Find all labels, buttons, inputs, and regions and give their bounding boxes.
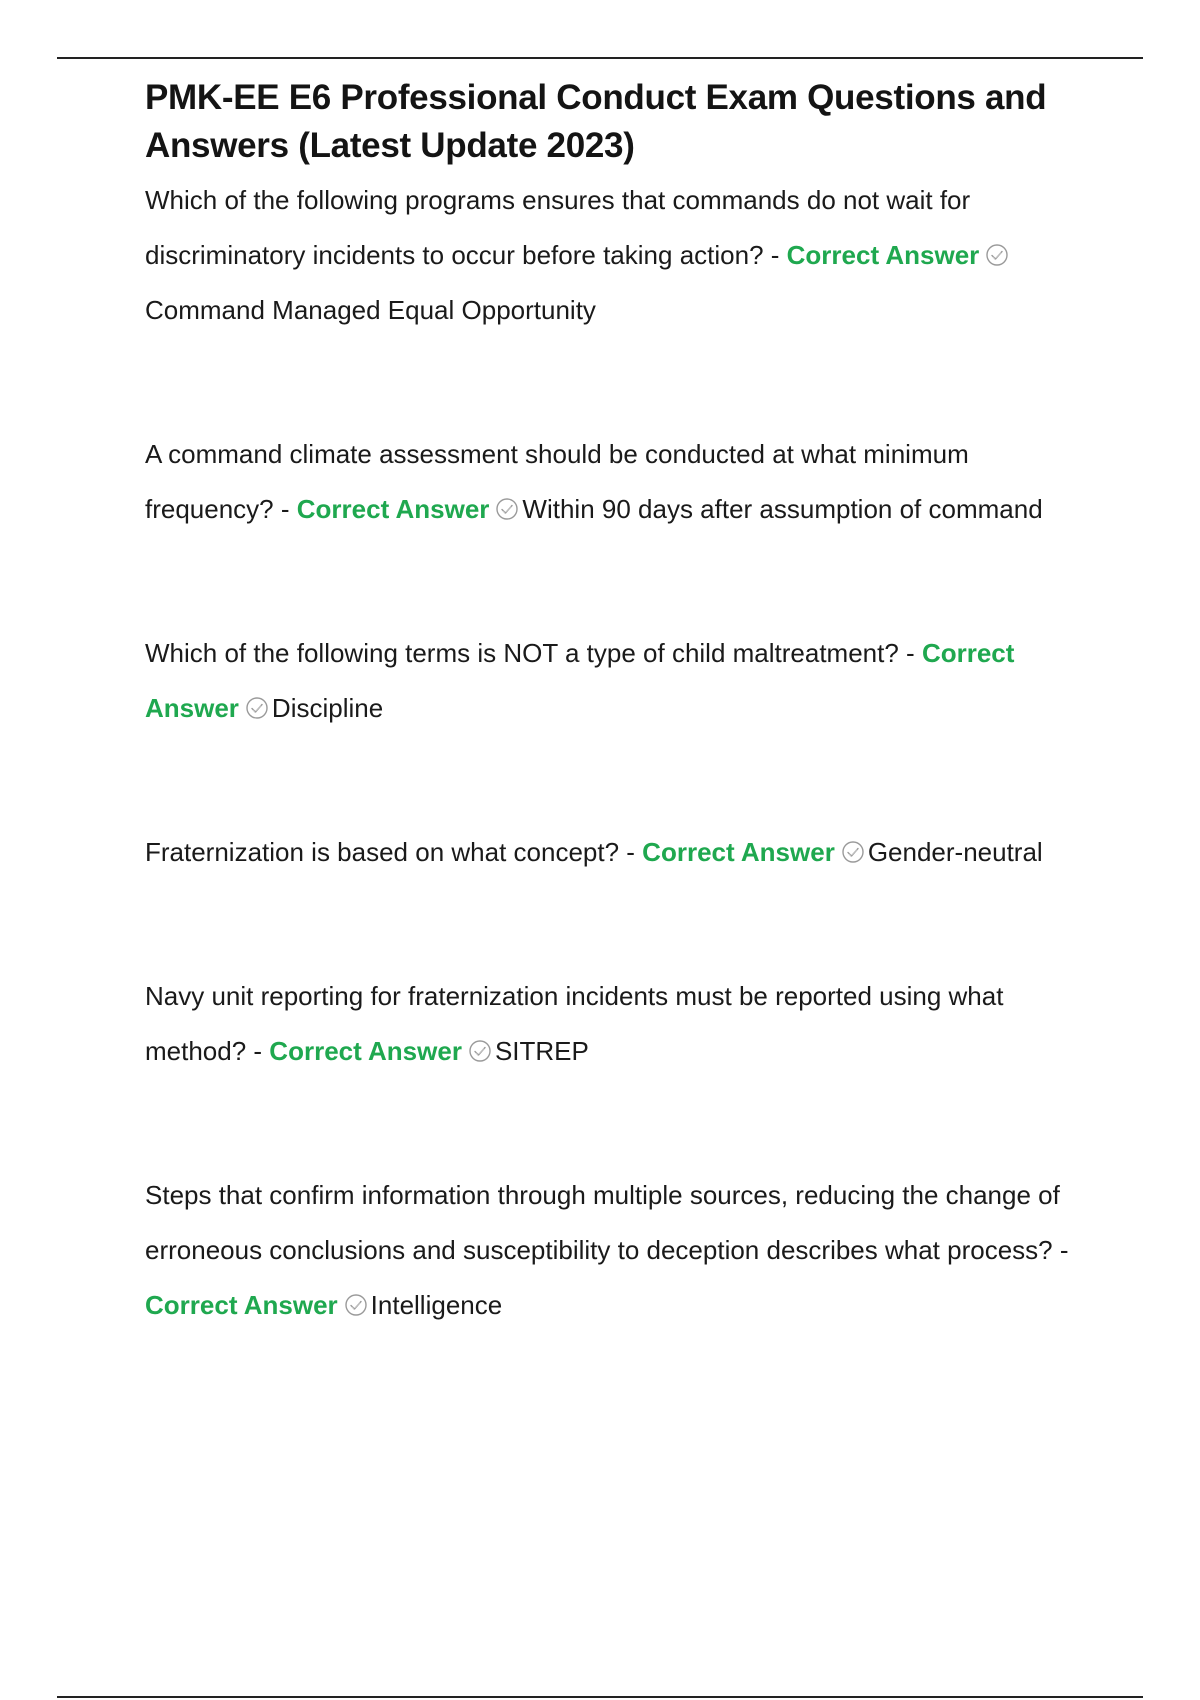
answer-text: Gender-neutral	[867, 837, 1043, 867]
separator: -	[898, 638, 922, 668]
qa-item	[145, 969, 1085, 1079]
separator: -	[246, 1036, 270, 1066]
check-circle-icon	[344, 1293, 368, 1317]
qa-item	[145, 427, 1085, 537]
qa-item	[145, 1168, 1085, 1333]
separator: -	[619, 837, 643, 867]
correct-answer-label: Correct Answer	[145, 1290, 338, 1320]
answer-text: SITREP	[494, 1036, 589, 1066]
question-text: Which of the following terms is NOT a type of child maltreatment?	[145, 638, 899, 668]
document-body	[145, 74, 1085, 1422]
answer-text: Intelligence	[370, 1290, 503, 1320]
correct-answer-label: Correct Answer	[642, 837, 835, 867]
question-text: Navy unit reporting for fraternization incidents must be reported using what method?	[145, 981, 1004, 1066]
question-text: Which of the following programs ensures that commands do not wait for discriminatory incidents to occur before taking action?	[145, 185, 971, 270]
check-circle-icon	[495, 497, 519, 521]
correct-answer-label: Correct Answer	[296, 494, 490, 524]
correct-answer-label: Correct Answer	[786, 240, 980, 270]
answer-text: Within 90 days after assumption of command	[522, 494, 1043, 524]
question-text: Fraternization is based on what concept?	[145, 837, 620, 867]
answer-text: Discipline	[271, 693, 384, 723]
separator: -	[1052, 1235, 1069, 1265]
answer-text: Command Managed Equal Opportunity	[145, 295, 596, 325]
correct-answer-label: Correct Answer	[269, 1036, 462, 1066]
separator: -	[273, 494, 297, 524]
bottom-divider	[57, 1696, 1143, 1698]
qa-item	[145, 626, 1085, 736]
question-text: Steps that confirm information through multiple sources, reducing the change of erroneous conclusions and susceptibility to deception describes what process?	[145, 1180, 1060, 1265]
qa-list	[145, 173, 1085, 1333]
document-title: PMK-EE E6 Professional Conduct Exam Questions and Answers (Latest Update 2023)	[145, 78, 1047, 165]
check-circle-icon	[245, 696, 269, 720]
check-circle-icon	[468, 1039, 492, 1063]
correct-answer-label: Correct Answer	[145, 638, 1015, 723]
question-text: A command climate assessment should be conducted at what minimum frequency?	[145, 439, 969, 524]
top-divider	[57, 57, 1143, 59]
qa-item	[145, 825, 1085, 880]
qa-item	[145, 173, 1085, 338]
check-circle-icon	[985, 243, 1009, 267]
check-circle-icon	[841, 840, 865, 864]
separator: -	[763, 240, 787, 270]
